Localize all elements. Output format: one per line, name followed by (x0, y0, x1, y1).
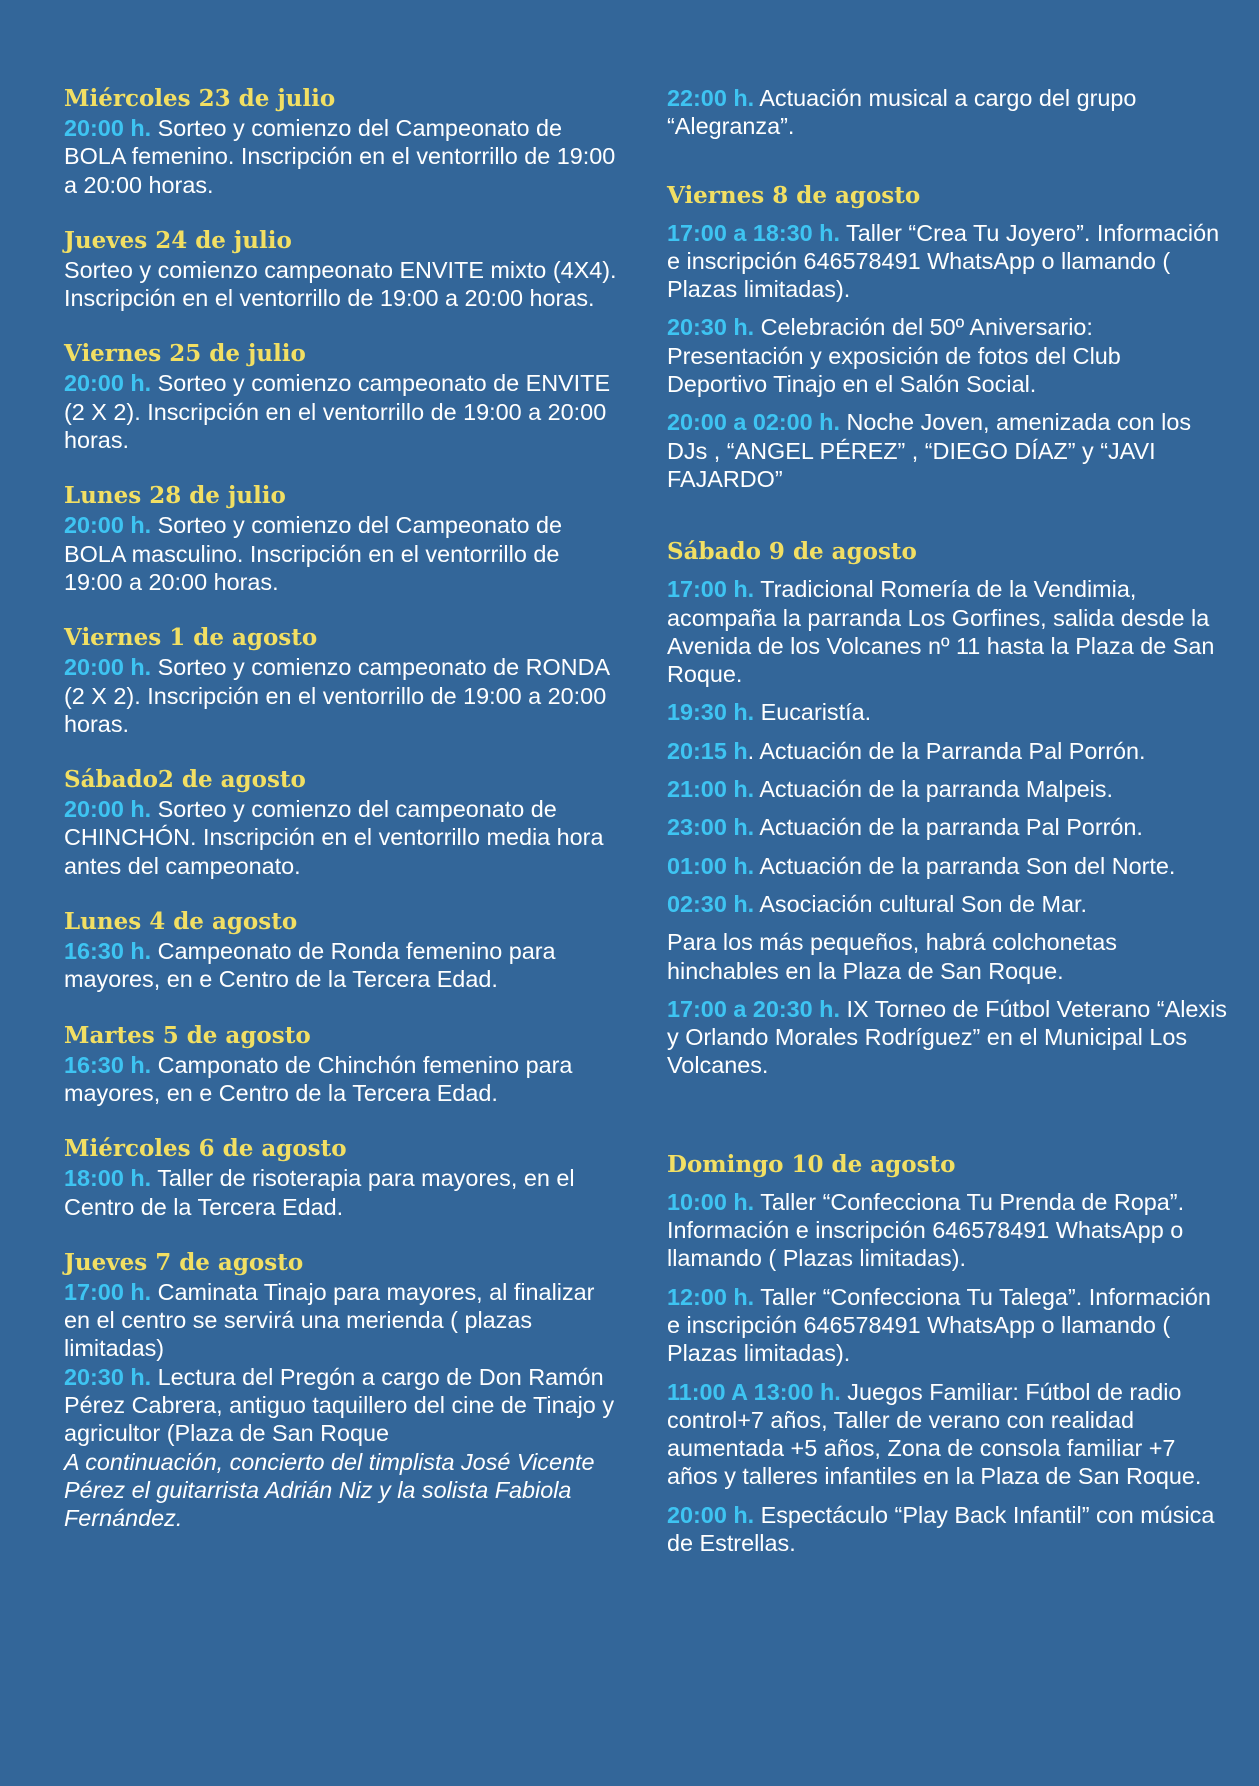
day-title: Viernes 25 de julio (64, 340, 306, 368)
event-text: Sorteo y comienzo campeonato de RONDA (2 X 2). Inscripción en el ventorrillo de 19:00 a 20:00 horas. (64, 654, 609, 737)
event-entry (667, 995, 1227, 1080)
event-text: Taller “Crea Tu Joyero”. Información e inscripción 646578491 WhatsApp o llamando ( Plazas limitadas). (667, 219, 1220, 303)
event-text: Sorteo y comienzo campeonato de ENVITE (2 X 2). Inscripción en el ventorrillo de 19:00 a 20:00 horas. (64, 370, 611, 454)
event-time: 20:00 h. (64, 115, 152, 141)
day-section (667, 1150, 1227, 1558)
event-time: 20:00 h. (64, 654, 152, 681)
event-entry (667, 408, 1227, 493)
event-time: 20:15 h (667, 737, 748, 764)
event-time: 22:00 h. (667, 85, 755, 111)
day-title: Jueves 7 de agosto (64, 1248, 304, 1276)
event-entry (667, 775, 1227, 803)
day-title: Viernes 1 de agosto (64, 624, 318, 652)
event-time: 20:00 h. (667, 1501, 755, 1528)
event-entry (667, 1283, 1227, 1368)
event-entry (667, 698, 1227, 726)
event-entry (64, 1051, 624, 1108)
event-text: Taller “Confecciona Tu Talega”. Información e inscripción 646578491 WhatsApp o llamando ( Plazas limitadas). (667, 1283, 1211, 1367)
event-text: Caminata Tinajo para mayores, al finalizar en el centro se servirá una merienda ( plazas limitadas) (64, 1278, 595, 1362)
day-title: Sábado2 de agosto (64, 766, 306, 794)
event-entry (64, 1164, 624, 1221)
event-text: Actuación de la parranda Malpeis. (754, 776, 1114, 803)
event-text: Lectura del Pregón a cargo de Don Ramón Pérez Cabrera, antiguo taquillero del cine de Tinajo y agricultor (Plaza de San Roque (64, 1363, 615, 1447)
event-text: Celebración del 50º Aniversario: Presentación y exposición de fotos del Club Deportivo Tinajo en el Salón Social. (667, 314, 1121, 398)
event-entry (667, 1378, 1227, 1491)
event-time: 01:00 h. (667, 852, 755, 879)
event-time: 10:00 h. (667, 1188, 755, 1215)
event-time: 17:00 a 18:30 h. (667, 219, 840, 246)
day-section (64, 1134, 624, 1221)
day-section (667, 537, 1227, 1079)
day-section (64, 1021, 624, 1108)
event-time: 18:00 h. (64, 1165, 152, 1192)
event-text: Para los más pequeños, habrá colchonetas hinchables en la Plaza de San Roque. (667, 929, 1117, 984)
event-text: IX Torneo de Fútbol Veterano “Alexis y Orlando Morales Rodríguez” en el Municipal Los Volcanes. (667, 995, 1227, 1079)
event-time: 20:00 a 02:00 h. (667, 409, 840, 436)
event-text: Taller “Confecciona Tu Prenda de Ropa”. Información e inscripción 646578491 WhatsApp o llamando ( Plazas limitadas). (667, 1188, 1185, 1272)
event-time: 11:00 A 13:00 h. (667, 1378, 841, 1405)
day-title: Lunes 4 de agosto (64, 908, 298, 936)
event-time: 02:30 h. (667, 890, 755, 917)
day-section (64, 1248, 624, 1533)
event-entry (667, 852, 1227, 880)
event-time: 19:30 h. (667, 699, 755, 726)
day-title: Sábado 9 de agosto (667, 538, 917, 566)
day-section (667, 84, 1227, 141)
event-time: 20:00 h. (64, 796, 152, 823)
event-time: 20:00 h. (64, 512, 152, 539)
event-time: 12:00 h. (667, 1283, 755, 1310)
event-entry (667, 219, 1227, 304)
day-section (64, 765, 624, 880)
day-title: Viernes 8 de agosto (667, 181, 921, 209)
day-title: Miércoles 23 de julio (64, 85, 336, 112)
day-section (64, 84, 624, 199)
event-entry (64, 1363, 624, 1448)
event-entry (64, 937, 624, 994)
event-time: 17:00 h. (667, 576, 755, 603)
event-entry (64, 114, 624, 199)
event-entry (667, 575, 1227, 688)
event-time: 21:00 h. (667, 776, 755, 803)
event-text: Sorteo y comienzo campeonato ENVITE mixto (4X4). Inscripción en el ventorrillo de 19:00 a 20:00 horas. (64, 256, 617, 312)
day-section (64, 907, 624, 994)
event-time: 16:30 h. (64, 938, 152, 965)
event-time: 16:30 h. (64, 1051, 152, 1078)
event-text: Asociación cultural Son de Mar. (754, 890, 1087, 917)
event-text: Camponato de Chinchón femenino para mayores, en e Centro de la Tercera Edad. (64, 1051, 573, 1106)
day-section (64, 339, 624, 454)
day-section (64, 623, 624, 738)
event-entry (667, 313, 1227, 398)
event-text: Espectáculo “Play Back Infantil” con música de Estrellas. (667, 1501, 1215, 1556)
event-text: Actuación de la parranda Son del Norte. (754, 852, 1176, 879)
event-text: Sorteo y comienzo del campeonato de CHINCHÓN. Inscripción en el ventorrillo media hora antes del campeonato. (64, 796, 604, 879)
day-section (667, 181, 1227, 494)
event-entry (667, 813, 1227, 841)
event-entry (667, 928, 1227, 985)
event-time: 20:30 h. (667, 314, 755, 341)
event-entry (64, 369, 624, 454)
day-title: Miércoles 6 de agosto (64, 1135, 347, 1163)
event-text: Juegos Familiar: Fútbol de radio control+7 años, Taller de verano con realidad aumentada +5 años, Zona de consola familiar +7 años y talleres infantiles en la Plaza de San Roque. (667, 1378, 1202, 1490)
event-entry (64, 256, 624, 313)
event-time: 20:00 h. (64, 370, 152, 397)
day-section (64, 226, 624, 313)
event-entry (64, 1278, 624, 1363)
day-title: Lunes 28 de julio (64, 482, 286, 510)
event-text: Actuación de la parranda Pal Porrón. (754, 814, 1143, 841)
event-text: A continuación, concierto del timplista José Vicente Pérez el guitarrista Adrián Niz y la solista Fabiola Fernández. (64, 1448, 595, 1532)
event-entry (64, 511, 624, 596)
event-time: 17:00 h. (64, 1278, 152, 1305)
event-text: Sorteo y comienzo del Campeonato de BOLA femenino. Inscripción en el ventorrillo de 19:00 a 20:00 horas. (64, 115, 616, 198)
event-entry (667, 890, 1227, 918)
event-text: Noche Joven, amenizada con los DJs , “ANGEL PÉREZ” , “DIEGO DÍAZ” y “JAVI FAJARDO” (667, 409, 1192, 492)
day-title: Domingo 10 de agosto (667, 1150, 956, 1178)
day-title: Jueves 24 de julio (64, 226, 292, 254)
day-section (64, 481, 624, 596)
event-text: Campeonato de Ronda femenino para mayores, en e Centro de la Tercera Edad. (64, 938, 556, 993)
event-entry (64, 795, 624, 880)
event-entry (64, 1448, 624, 1533)
event-text: Tradicional Romería de la Vendimia, acompaña la parranda Los Gorfines, salida desde la Avenida de los Volcanes nº 11 hasta la Plaza de San Roque. (667, 576, 1215, 688)
day-title: Martes 5 de agosto (64, 1021, 311, 1049)
event-entry (64, 653, 624, 738)
event-text: Eucaristía. (754, 699, 872, 726)
event-time: 20:30 h. (64, 1363, 152, 1390)
event-entry (667, 1188, 1227, 1273)
event-time: 17:00 a 20:30 h. (667, 995, 840, 1022)
event-entry (667, 84, 1227, 141)
event-text: Sorteo y comienzo del Campeonato de BOLA masculino. Inscripción en el ventorrillo de 19:00 a 20:00 horas. (64, 512, 563, 595)
left-column (64, 84, 624, 1560)
right-column (667, 84, 1227, 1567)
event-entry (667, 1501, 1227, 1558)
event-text: Actuación musical a cargo del grupo “Alegranza”. (667, 85, 1137, 140)
event-entry (667, 737, 1227, 765)
event-text: . Actuación de la Parranda Pal Porrón. (747, 737, 1146, 764)
event-text: Taller de risoterapia para mayores, en el Centro de la Tercera Edad. (64, 1165, 575, 1220)
event-time: 23:00 h. (667, 814, 755, 841)
